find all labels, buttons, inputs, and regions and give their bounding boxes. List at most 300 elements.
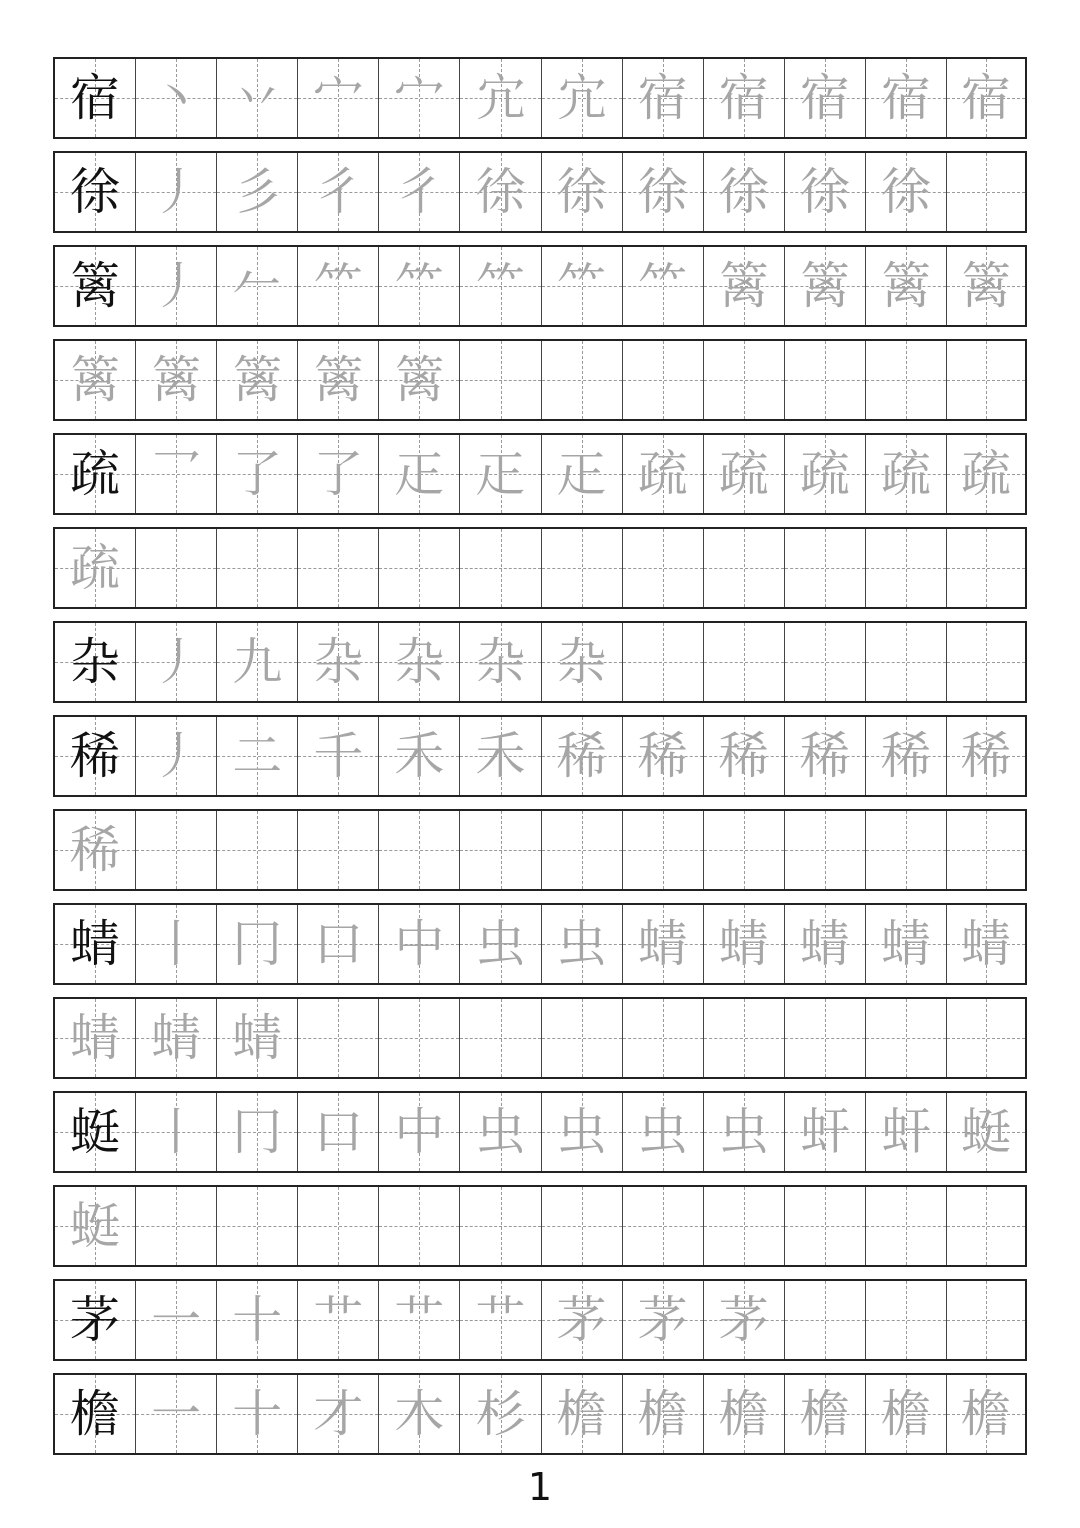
trace-character: 檐 <box>880 1385 931 1443</box>
tian-zi-ge-cell[interactable] <box>460 623 541 701</box>
tian-zi-ge-cell[interactable] <box>136 905 217 983</box>
tian-zi-ge-cell[interactable] <box>298 999 379 1077</box>
trace-character: 艹 <box>394 1291 445 1349</box>
tian-zi-ge-cell[interactable] <box>785 999 866 1077</box>
tian-zi-ge-cell[interactable] <box>542 905 623 983</box>
practice-row <box>53 527 1027 609</box>
tian-zi-ge-cell[interactable] <box>55 717 136 795</box>
trace-character: 檐 <box>637 1385 688 1443</box>
tian-zi-ge-cell[interactable] <box>866 623 947 701</box>
tian-zi-ge-cell[interactable] <box>55 153 136 231</box>
trace-character: 杂 <box>313 633 364 691</box>
trace-character: 口 <box>313 915 364 973</box>
model-character: 蜻 <box>70 915 121 973</box>
trace-character: 檐 <box>961 1385 1012 1443</box>
tian-zi-ge-cell[interactable] <box>460 811 541 889</box>
trace-character: 稀 <box>880 727 931 785</box>
tian-zi-ge-cell[interactable] <box>460 529 541 607</box>
tian-zi-ge-cell[interactable] <box>217 153 298 231</box>
trace-character: 𤴓 <box>394 445 445 503</box>
tian-zi-ge-cell[interactable] <box>542 717 623 795</box>
trace-character: 虫 <box>718 1103 769 1161</box>
tian-zi-ge-cell[interactable] <box>55 1093 136 1171</box>
tian-zi-ge-cell[interactable] <box>298 1187 379 1265</box>
tian-zi-ge-cell[interactable] <box>542 811 623 889</box>
tian-zi-ge-cell[interactable] <box>947 1281 1025 1359</box>
tian-zi-ge-cell[interactable] <box>55 247 136 325</box>
tian-zi-ge-cell[interactable] <box>866 435 947 513</box>
tian-zi-ge-cell[interactable] <box>542 1375 623 1453</box>
trace-character: 蜓 <box>70 1197 121 1255</box>
tian-zi-ge-cell[interactable] <box>379 341 460 419</box>
trace-character: 九 <box>232 633 283 691</box>
tian-zi-ge-cell[interactable] <box>217 1093 298 1171</box>
practice-row <box>53 1279 1027 1361</box>
practice-row <box>53 715 1027 797</box>
tian-zi-ge-cell[interactable] <box>298 247 379 325</box>
trace-character: 蜻 <box>961 915 1012 973</box>
tian-zi-ge-cell[interactable] <box>704 1281 785 1359</box>
tian-zi-ge-cell[interactable] <box>704 341 785 419</box>
tian-zi-ge-cell[interactable] <box>55 905 136 983</box>
tian-zi-ge-cell[interactable] <box>866 811 947 889</box>
tian-zi-ge-cell[interactable] <box>623 1187 704 1265</box>
tian-zi-ge-cell[interactable] <box>623 59 704 137</box>
tian-zi-ge-cell[interactable] <box>460 153 541 231</box>
trace-character: 千 <box>313 727 364 785</box>
tian-zi-ge-cell[interactable] <box>379 1281 460 1359</box>
trace-character: 冂 <box>232 915 283 973</box>
practice-row <box>53 57 1027 139</box>
trace-character: 疏 <box>70 539 121 597</box>
tian-zi-ge-cell[interactable] <box>379 435 460 513</box>
model-character: 蜓 <box>70 1103 121 1161</box>
tian-zi-ge-cell[interactable] <box>217 529 298 607</box>
tian-zi-ge-cell[interactable] <box>866 1187 947 1265</box>
tian-zi-ge-cell[interactable] <box>704 905 785 983</box>
tian-zi-ge-cell[interactable] <box>298 1093 379 1171</box>
tian-zi-ge-cell[interactable] <box>542 341 623 419</box>
tian-zi-ge-cell[interactable] <box>866 717 947 795</box>
tian-zi-ge-cell[interactable] <box>217 59 298 137</box>
tian-zi-ge-cell[interactable] <box>785 811 866 889</box>
trace-character: 稀 <box>799 727 850 785</box>
trace-character: 稀 <box>637 727 688 785</box>
tian-zi-ge-cell[interactable] <box>460 1187 541 1265</box>
trace-character: 蜻 <box>880 915 931 973</box>
tian-zi-ge-cell[interactable] <box>136 811 217 889</box>
tian-zi-ge-cell[interactable] <box>623 1375 704 1453</box>
tian-zi-ge-cell[interactable] <box>217 1375 298 1453</box>
tian-zi-ge-cell[interactable] <box>217 811 298 889</box>
tian-zi-ge-cell[interactable] <box>785 1281 866 1359</box>
trace-character: 篱 <box>70 351 121 409</box>
tian-zi-ge-cell[interactable] <box>542 1281 623 1359</box>
trace-character: 徐 <box>718 163 769 221</box>
trace-character: ⺮ <box>475 257 526 315</box>
trace-character: 篱 <box>799 257 850 315</box>
trace-character: 茅 <box>637 1291 688 1349</box>
trace-character: 艹 <box>475 1291 526 1349</box>
trace-character: 彡 <box>232 163 283 221</box>
practice-row <box>53 339 1027 421</box>
tian-zi-ge-cell[interactable] <box>947 435 1025 513</box>
trace-character: 茅 <box>718 1291 769 1349</box>
tian-zi-ge-cell[interactable] <box>55 811 136 889</box>
tian-zi-ge-cell[interactable] <box>785 341 866 419</box>
tian-zi-ge-cell[interactable] <box>55 529 136 607</box>
tian-zi-ge-cell[interactable] <box>785 59 866 137</box>
tian-zi-ge-cell[interactable] <box>866 341 947 419</box>
trace-character: 杂 <box>475 633 526 691</box>
tian-zi-ge-cell[interactable] <box>866 529 947 607</box>
tian-zi-ge-cell[interactable] <box>542 247 623 325</box>
tian-zi-ge-cell[interactable] <box>298 59 379 137</box>
tian-zi-ge-cell[interactable] <box>55 1187 136 1265</box>
trace-character: 𤴓 <box>475 445 526 503</box>
tian-zi-ge-cell[interactable] <box>298 905 379 983</box>
tian-zi-ge-cell[interactable] <box>55 341 136 419</box>
tian-zi-ge-cell[interactable] <box>947 999 1025 1077</box>
practice-row <box>53 621 1027 703</box>
practice-row <box>53 1185 1027 1267</box>
tian-zi-ge-cell[interactable] <box>298 1281 379 1359</box>
tian-zi-ge-cell[interactable] <box>298 811 379 889</box>
tian-zi-ge-cell[interactable] <box>136 1187 217 1265</box>
tian-zi-ge-cell[interactable] <box>623 529 704 607</box>
trace-character: 宀 <box>313 69 364 127</box>
tian-zi-ge-cell[interactable] <box>136 529 217 607</box>
trace-character: 稀 <box>718 727 769 785</box>
tian-zi-ge-cell[interactable] <box>298 153 379 231</box>
tian-zi-ge-cell[interactable] <box>947 1187 1025 1265</box>
trace-character: 蜻 <box>718 915 769 973</box>
trace-character: 中 <box>394 915 445 973</box>
tian-zi-ge-cell[interactable] <box>623 717 704 795</box>
trace-character: 疏 <box>961 445 1012 503</box>
tian-zi-ge-cell[interactable] <box>55 1281 136 1359</box>
tian-zi-ge-cell[interactable] <box>704 435 785 513</box>
tian-zi-ge-cell[interactable] <box>866 1281 947 1359</box>
trace-character: 虫 <box>556 1103 607 1161</box>
trace-character: 篱 <box>232 351 283 409</box>
trace-character: 杉 <box>475 1385 526 1443</box>
tian-zi-ge-cell[interactable] <box>947 529 1025 607</box>
trace-character: 篱 <box>151 351 202 409</box>
tian-zi-ge-cell[interactable] <box>136 1281 217 1359</box>
trace-character: 禾 <box>475 727 526 785</box>
tian-zi-ge-cell[interactable] <box>55 59 136 137</box>
trace-character: 才 <box>313 1385 364 1443</box>
tian-zi-ge-cell[interactable] <box>217 435 298 513</box>
tian-zi-ge-cell[interactable] <box>866 59 947 137</box>
trace-character: 檐 <box>799 1385 850 1443</box>
trace-character: 蜻 <box>151 1009 202 1067</box>
tian-zi-ge-cell[interactable] <box>704 717 785 795</box>
tian-zi-ge-cell[interactable] <box>704 623 785 701</box>
tian-zi-ge-cell[interactable] <box>136 717 217 795</box>
trace-character: 二 <box>232 727 283 785</box>
tian-zi-ge-cell[interactable] <box>55 435 136 513</box>
tian-zi-ge-cell[interactable] <box>542 59 623 137</box>
trace-character: 茅 <box>556 1291 607 1349</box>
trace-character: 虷 <box>799 1103 850 1161</box>
trace-character: 𠂉 <box>232 257 283 315</box>
trace-character: 木 <box>394 1385 445 1443</box>
trace-character: 宿 <box>718 69 769 127</box>
tian-zi-ge-cell[interactable] <box>298 623 379 701</box>
tian-zi-ge-cell[interactable] <box>623 435 704 513</box>
trace-character: ⺮ <box>313 257 364 315</box>
tian-zi-ge-cell[interactable] <box>460 1093 541 1171</box>
tian-zi-ge-cell[interactable] <box>704 1187 785 1265</box>
tian-zi-ge-cell[interactable] <box>542 1187 623 1265</box>
trace-character: ⺮ <box>556 257 607 315</box>
tian-zi-ge-cell[interactable] <box>379 905 460 983</box>
tian-zi-ge-cell[interactable] <box>379 529 460 607</box>
tian-zi-ge-cell[interactable] <box>785 717 866 795</box>
tian-zi-ge-cell[interactable] <box>217 999 298 1077</box>
trace-character: 禾 <box>394 727 445 785</box>
tian-zi-ge-cell[interactable] <box>542 529 623 607</box>
tian-zi-ge-cell[interactable] <box>379 247 460 325</box>
practice-row <box>53 997 1027 1079</box>
tian-zi-ge-cell[interactable] <box>460 1375 541 1453</box>
practice-row <box>53 151 1027 233</box>
tian-zi-ge-cell[interactable] <box>623 1093 704 1171</box>
tian-zi-ge-cell[interactable] <box>379 717 460 795</box>
trace-character: 疏 <box>880 445 931 503</box>
tian-zi-ge-cell[interactable] <box>379 59 460 137</box>
trace-character: 虫 <box>475 1103 526 1161</box>
model-character: 稀 <box>70 727 121 785</box>
trace-character: ⺮ <box>637 257 688 315</box>
trace-character: 蜻 <box>232 1009 283 1067</box>
tian-zi-ge-cell[interactable] <box>542 999 623 1077</box>
practice-row <box>53 433 1027 515</box>
tian-zi-ge-cell[interactable] <box>379 153 460 231</box>
trace-character: 丿 <box>151 727 202 785</box>
tian-zi-ge-cell[interactable] <box>623 811 704 889</box>
tian-zi-ge-cell[interactable] <box>704 247 785 325</box>
trace-character: 稀 <box>70 821 121 879</box>
tian-zi-ge-cell[interactable] <box>217 1281 298 1359</box>
tian-zi-ge-cell[interactable] <box>704 811 785 889</box>
trace-character: 杂 <box>556 633 607 691</box>
tian-zi-ge-cell[interactable] <box>379 1093 460 1171</box>
tian-zi-ge-cell[interactable] <box>866 1093 947 1171</box>
tian-zi-ge-cell[interactable] <box>136 999 217 1077</box>
tian-zi-ge-cell[interactable] <box>55 1375 136 1453</box>
tian-zi-ge-cell[interactable] <box>623 623 704 701</box>
tian-zi-ge-cell[interactable] <box>785 435 866 513</box>
tian-zi-ge-cell[interactable] <box>217 717 298 795</box>
trace-character: 了 <box>313 445 364 503</box>
tian-zi-ge-cell[interactable] <box>704 1375 785 1453</box>
model-character: 疏 <box>70 445 121 503</box>
tian-zi-ge-cell[interactable] <box>947 153 1025 231</box>
tian-zi-ge-cell[interactable] <box>460 905 541 983</box>
trace-character: 疏 <box>799 445 850 503</box>
tian-zi-ge-cell[interactable] <box>460 435 541 513</box>
model-character: 檐 <box>70 1385 121 1443</box>
trace-character: 檐 <box>556 1385 607 1443</box>
trace-character: 一 <box>151 1291 202 1349</box>
practice-row <box>53 1091 1027 1173</box>
tian-zi-ge-cell[interactable] <box>542 623 623 701</box>
tian-zi-ge-cell[interactable] <box>704 529 785 607</box>
tian-zi-ge-cell[interactable] <box>947 247 1025 325</box>
tian-zi-ge-cell[interactable] <box>379 623 460 701</box>
tian-zi-ge-cell[interactable] <box>136 1093 217 1171</box>
tian-zi-ge-cell[interactable] <box>947 717 1025 795</box>
tian-zi-ge-cell[interactable] <box>298 341 379 419</box>
model-character: 徐 <box>70 163 121 221</box>
trace-character: 檐 <box>718 1385 769 1443</box>
tian-zi-ge-cell[interactable] <box>785 623 866 701</box>
tian-zi-ge-cell[interactable] <box>947 623 1025 701</box>
tian-zi-ge-cell[interactable] <box>623 341 704 419</box>
tian-zi-ge-cell[interactable] <box>542 153 623 231</box>
tian-zi-ge-cell[interactable] <box>785 247 866 325</box>
trace-character: 丶 <box>151 69 202 127</box>
tian-zi-ge-cell[interactable] <box>217 247 298 325</box>
tian-zi-ge-cell[interactable] <box>379 811 460 889</box>
practice-row <box>53 245 1027 327</box>
trace-character: 篱 <box>718 257 769 315</box>
tian-zi-ge-cell[interactable] <box>136 59 217 137</box>
practice-row <box>53 809 1027 891</box>
tian-zi-ge-cell[interactable] <box>460 59 541 137</box>
trace-character: 口 <box>313 1103 364 1161</box>
tian-zi-ge-cell[interactable] <box>623 999 704 1077</box>
tian-zi-ge-cell[interactable] <box>136 1375 217 1453</box>
tian-zi-ge-cell[interactable] <box>866 905 947 983</box>
trace-character: 稀 <box>556 727 607 785</box>
tian-zi-ge-cell[interactable] <box>947 1375 1025 1453</box>
tian-zi-ge-cell[interactable] <box>298 717 379 795</box>
tian-zi-ge-cell[interactable] <box>217 341 298 419</box>
tian-zi-ge-cell[interactable] <box>460 247 541 325</box>
tian-zi-ge-cell[interactable] <box>136 435 217 513</box>
tian-zi-ge-cell[interactable] <box>947 905 1025 983</box>
trace-character: 彳 <box>313 163 364 221</box>
tian-zi-ge-cell[interactable] <box>785 153 866 231</box>
trace-character: 篱 <box>394 351 445 409</box>
trace-character: 宂 <box>556 69 607 127</box>
page-number: 1 <box>527 1465 553 1509</box>
tian-zi-ge-cell[interactable] <box>136 247 217 325</box>
trace-character: 徐 <box>475 163 526 221</box>
tian-zi-ge-cell[interactable] <box>866 153 947 231</box>
tian-zi-ge-cell[interactable] <box>947 341 1025 419</box>
trace-character: 丷 <box>232 69 283 127</box>
tian-zi-ge-cell[interactable] <box>298 1375 379 1453</box>
tian-zi-ge-cell[interactable] <box>623 153 704 231</box>
trace-character: 疏 <box>718 445 769 503</box>
tian-zi-ge-cell[interactable] <box>379 999 460 1077</box>
tian-zi-ge-cell[interactable] <box>866 1375 947 1453</box>
tian-zi-ge-cell[interactable] <box>785 1187 866 1265</box>
tian-zi-ge-cell[interactable] <box>785 529 866 607</box>
tian-zi-ge-cell[interactable] <box>460 1281 541 1359</box>
trace-character: 一 <box>151 1385 202 1443</box>
trace-character: 虷 <box>880 1103 931 1161</box>
trace-character: 宀 <box>394 69 445 127</box>
trace-character: 篱 <box>961 257 1012 315</box>
tian-zi-ge-cell[interactable] <box>542 1093 623 1171</box>
tian-zi-ge-cell[interactable] <box>704 999 785 1077</box>
tian-zi-ge-cell[interactable] <box>379 1187 460 1265</box>
trace-character: 杂 <box>394 633 445 691</box>
tian-zi-ge-cell[interactable] <box>379 1375 460 1453</box>
tian-zi-ge-cell[interactable] <box>704 153 785 231</box>
tian-zi-ge-cell[interactable] <box>298 435 379 513</box>
tian-zi-ge-cell[interactable] <box>866 247 947 325</box>
tian-zi-ge-cell[interactable] <box>55 999 136 1077</box>
trace-character: 蜻 <box>799 915 850 973</box>
tian-zi-ge-cell[interactable] <box>785 1375 866 1453</box>
trace-character: 中 <box>394 1103 445 1161</box>
trace-character: 丨 <box>151 1103 202 1161</box>
tian-zi-ge-cell[interactable] <box>136 623 217 701</box>
tian-zi-ge-cell[interactable] <box>55 623 136 701</box>
tian-zi-ge-cell[interactable] <box>298 529 379 607</box>
tian-zi-ge-cell[interactable] <box>866 999 947 1077</box>
tian-zi-ge-cell[interactable] <box>704 59 785 137</box>
tian-zi-ge-cell[interactable] <box>217 905 298 983</box>
trace-character: 徐 <box>556 163 607 221</box>
tian-zi-ge-cell[interactable] <box>623 905 704 983</box>
tian-zi-ge-cell[interactable] <box>623 247 704 325</box>
trace-character: 蜓 <box>961 1103 1012 1161</box>
tian-zi-ge-cell[interactable] <box>785 1093 866 1171</box>
tian-zi-ge-cell[interactable] <box>704 1093 785 1171</box>
trace-character: 十 <box>232 1385 283 1443</box>
trace-character: 艹 <box>313 1291 364 1349</box>
practice-row <box>53 903 1027 985</box>
trace-character: 宿 <box>799 69 850 127</box>
tian-zi-ge-cell[interactable] <box>460 717 541 795</box>
trace-character: 丨 <box>151 915 202 973</box>
tian-zi-ge-cell[interactable] <box>217 623 298 701</box>
tian-zi-ge-cell[interactable] <box>947 811 1025 889</box>
trace-character: 宿 <box>637 69 688 127</box>
tian-zi-ge-cell[interactable] <box>460 341 541 419</box>
trace-character: 乛 <box>151 445 202 503</box>
tian-zi-ge-cell[interactable] <box>460 999 541 1077</box>
trace-character: 冂 <box>232 1103 283 1161</box>
trace-character: 篱 <box>313 351 364 409</box>
tian-zi-ge-cell[interactable] <box>623 1281 704 1359</box>
tian-zi-ge-cell[interactable] <box>217 1187 298 1265</box>
tian-zi-ge-cell[interactable] <box>947 59 1025 137</box>
model-character: 宿 <box>70 69 121 127</box>
tian-zi-ge-cell[interactable] <box>947 1093 1025 1171</box>
tian-zi-ge-cell[interactable] <box>785 905 866 983</box>
trace-character: 篱 <box>880 257 931 315</box>
trace-character: 虫 <box>637 1103 688 1161</box>
tian-zi-ge-cell[interactable] <box>136 341 217 419</box>
tian-zi-ge-cell[interactable] <box>136 153 217 231</box>
trace-character: 徐 <box>880 163 931 221</box>
practice-row <box>53 1373 1027 1455</box>
trace-character: 丿 <box>151 257 202 315</box>
trace-character: ⺮ <box>394 257 445 315</box>
trace-character: 虫 <box>556 915 607 973</box>
trace-character: 丿 <box>151 163 202 221</box>
tian-zi-ge-cell[interactable] <box>542 435 623 513</box>
